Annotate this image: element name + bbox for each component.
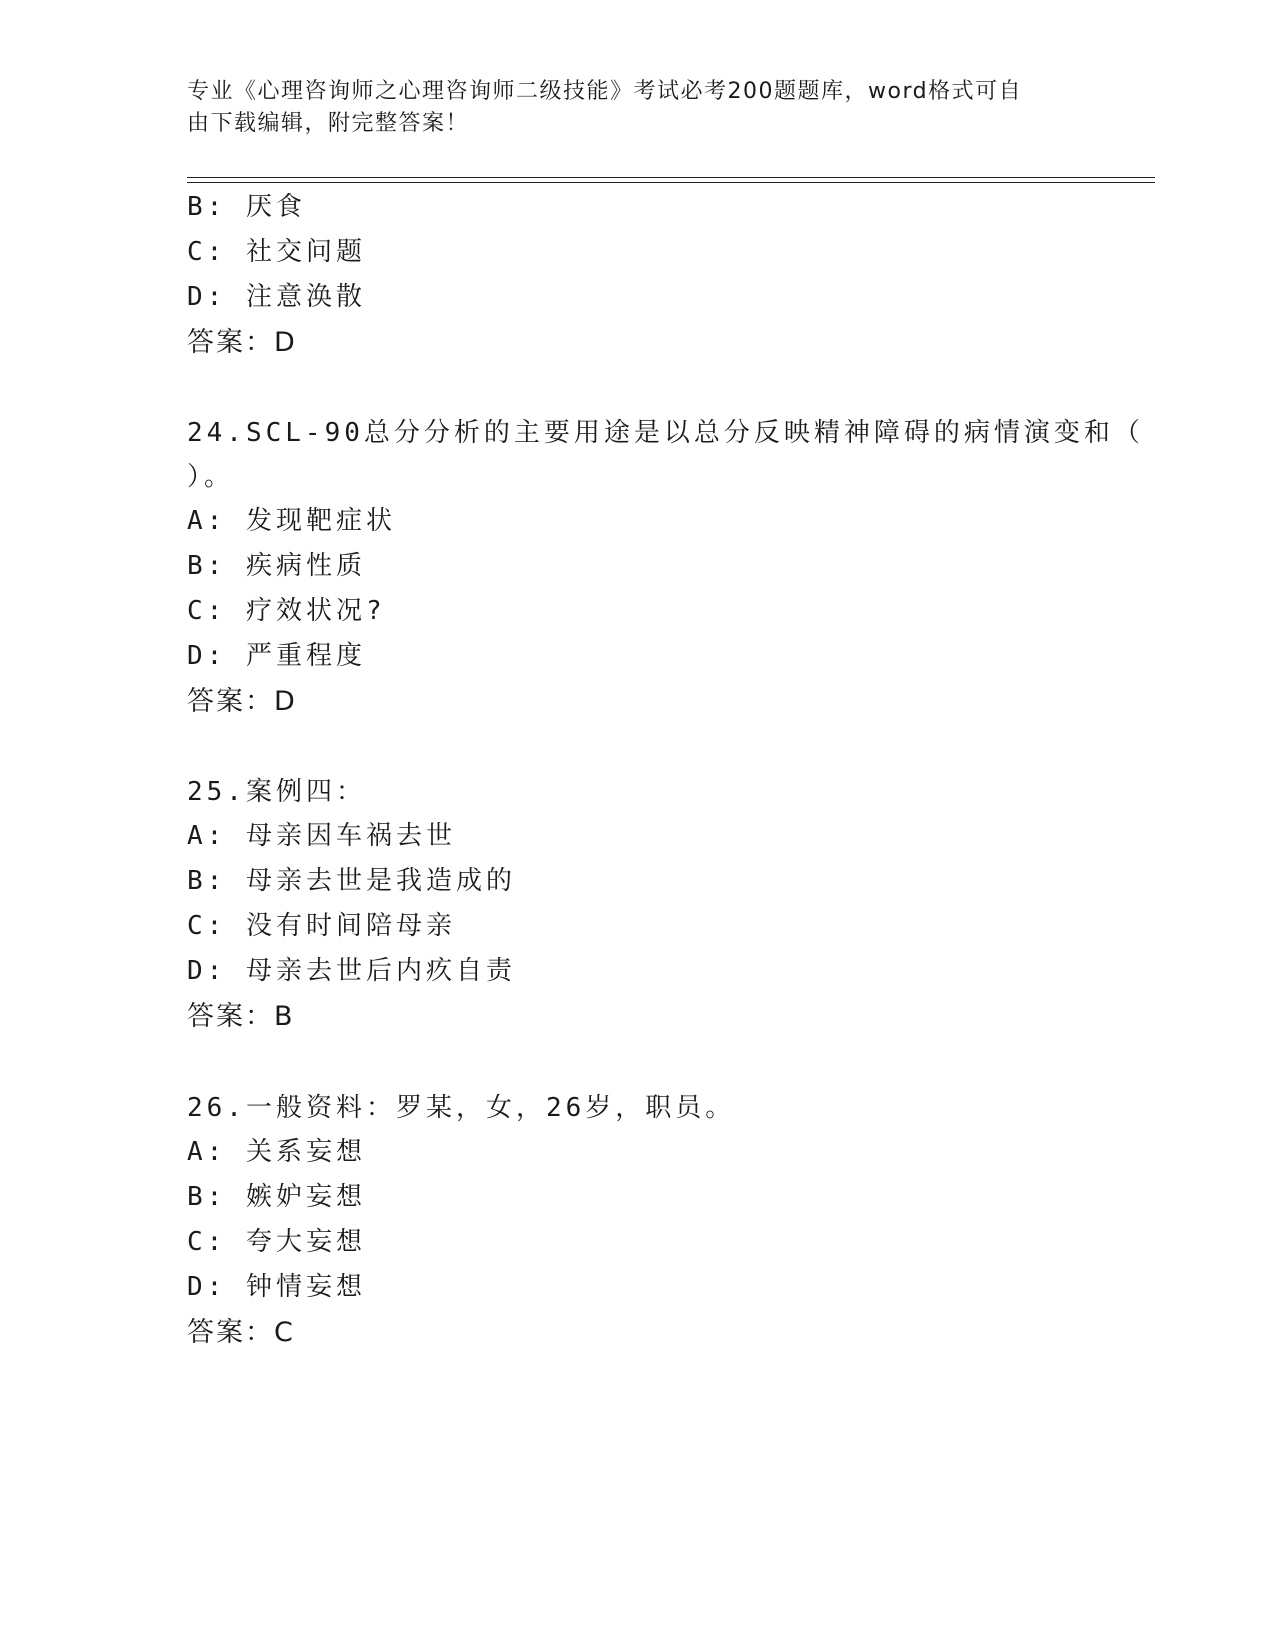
q23-option-c: C: 社交问题 [187,237,366,267]
q25-option-a: A: 母亲因车祸去世 [187,821,456,851]
q26-option-a: A: 关系妄想 [187,1137,366,1167]
q24-answer: 答案：D [187,686,297,717]
header-divider-top [187,177,1155,178]
q25-option-c: C: 没有时间陪母亲 [187,911,456,941]
q23-option-d: D: 注意涣散 [187,282,366,312]
header-line-1: 专业《心理咨询师之心理咨询师二级技能》考试必考200题题库，word格式可自 [187,79,1023,104]
q26-option-d: D: 钟情妄想 [187,1272,366,1302]
q24-option-b: B: 疾病性质 [187,551,366,581]
q23-answer: 答案：D [187,327,297,358]
q25-option-b: B: 母亲去世是我造成的 [187,866,516,896]
q26-option-b: B: 嫉妒妄想 [187,1182,366,1212]
q23-option-b: B: 厌食 [187,192,306,222]
header-line-2: 由下载编辑，附完整答案！ [187,111,470,136]
q24-option-a: A: 发现靶症状 [187,506,396,536]
q26-option-c: C: 夸大妄想 [187,1227,366,1257]
q26-answer: 答案：C [187,1317,295,1348]
q25-option-d: D: 母亲去世后内疚自责 [187,956,516,986]
q24-stem-line-2: ）。 [187,462,235,492]
q24-option-d: D: 严重程度 [187,641,366,671]
q24-option-c: C: 疗效状况? [187,596,386,626]
header-divider-bottom [187,182,1155,183]
q26-stem: 26.一般资料：罗某，女，26岁，职员。 [187,1093,736,1123]
q25-answer: 答案：B [187,1001,295,1032]
document-header [187,76,1067,140]
q24-stem-line-1: 24.SCL-90总分分析的主要用途是以总分反映精神障碍的病情演变和（ [187,418,1144,448]
q25-stem: 25.案例四： [187,777,366,807]
